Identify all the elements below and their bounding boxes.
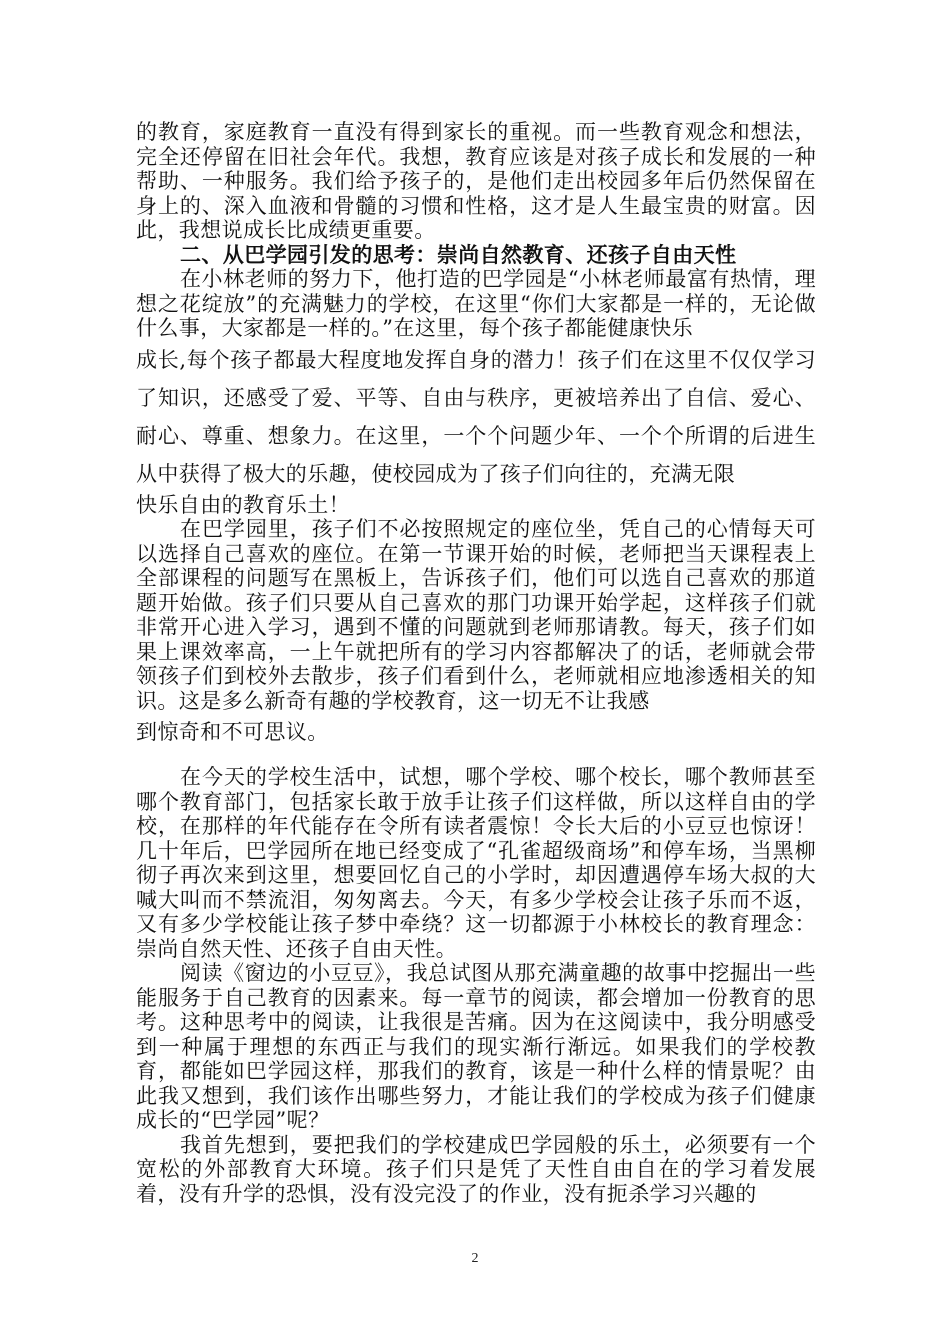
paragraph-4: 阅读《窗边的小豆豆》，我总试图从那充满童趣的故事中挖掘出一些能服务于自己教育的因素来。每一章节的阅读，都会增加一份教育的思考。这种思考中的阅读，让我很是苦痛。因为在这阅读中，我分明感受到一种属于理想的东西正与我们的现实渐行渐远。如果我们的学校教育，都能如巴学园这样，那我们的教育，该是一种什么样的情景呢？由此我又想到，我们该作出哪些努力，才能让我们的学校成为孩子们健康成长的“巴学园”呢？ — [136, 961, 816, 1132]
paragraph-1-part-b: 成长,每个孩子都最大程度地发挥自身的潜力！孩子们在这里不仅仅学习了知识，还感受了爱、平等、自由与秩序，更被培养出了自信、爱心、耐心、尊重、想象力。在这里，一个个问题少年、一个个所谓的后进生从中获得了极大的乐趣，使校园成为了孩子们向往的，充满无限 — [136, 347, 816, 486]
paragraph-3: 在今天的学校生活中，试想，哪个学校、哪个校长，哪个教师甚至哪个教育部门，包括家长敢于放手让孩子们这样做，所以这样自由的学校，在那样的年代能存在令所有读者震惊！令长大后的小豆豆也惊讶！几十年后，巴学园所在地已经变成了“孔雀超级商场”和停车场，当黑柳彻子再次来到这里，想要回忆自己的小学时，却因遭遇停车场大叔的大喊大叫而不禁流泪，匆匆离去。今天，有多少学校会让孩子乐而不返，又有多少学校能让孩子梦中牵绕？这一切都源于小林校长的教育理念：崇尚自然天性、还孩子自由天性。 — [136, 765, 816, 961]
paragraph-1-part-c: 快乐自由的教育乐土！ — [136, 492, 350, 517]
paragraph-continuation: 的教育，家庭教育一直没有得到家长的重视。而一些教育观念和想法，完全还停留在旧社会年代。我想，教育应该是对孩子成长和发展的一种帮助、一种服务。我们给予孩子的，是他们走出校园多年后仍然保留在身上的、深入血液和骨髓的习惯和性格，这才是人生最宝贵的财富。因此，我想说成长比成绩更重要。 — [136, 120, 816, 242]
paragraph-5: 我首先想到，要把我们的学校建成巴学园般的乐土，必须要有一个宽松的外部教育大环境。孩子们只是凭了天性自由自在的学习着发展着，没有升学的恐惧，没有没完没了的作业，没有扼杀学习兴趣的 — [136, 1132, 816, 1206]
paragraph-2-part-a: 在巴学园里，孩子们不必按照规定的座位坐，凭自己的心情每天可以选择自己喜欢的座位。在第一节课开始的时候，老师把当天课程表上全部课程的问题写在黑板上，告诉孩子们，他们可以选自己喜欢的那道题开始做。孩子们只要从自己喜欢的那门功课开始学起，这样孩子们就非常开心进入学习，遇到不懂的问题就到老师那请教。每天，孩子们如果上课效率高，一上午就把所有的学习内容都解决了的话，老师就会带领孩子们到校外去散步，孩子们看到什么，老师就相应地渗透相关的知识。这是多么新奇有趣的学校教育，这一切无不让我感 — [136, 517, 816, 713]
section-heading: 二、从巴学园引发的思考：崇尚自然教育、还孩子自由天性 — [180, 241, 737, 267]
paragraph-gap — [136, 751, 816, 765]
paragraph-1-part-a: 在小林老师的努力下，他打造的巴学园是“小林老师最富有热情，理想之花绽放”的充满魅力的学校，在这里“你们大家都是一样的，无论做什么事，大家都是一样的。”在这里，每个孩子都能健康快乐 — [136, 267, 816, 340]
paragraph-2-part-b: 到惊奇和不可思议。 — [136, 720, 329, 744]
page-number: 2 — [471, 1251, 479, 1266]
body-text — [136, 120, 816, 1206]
